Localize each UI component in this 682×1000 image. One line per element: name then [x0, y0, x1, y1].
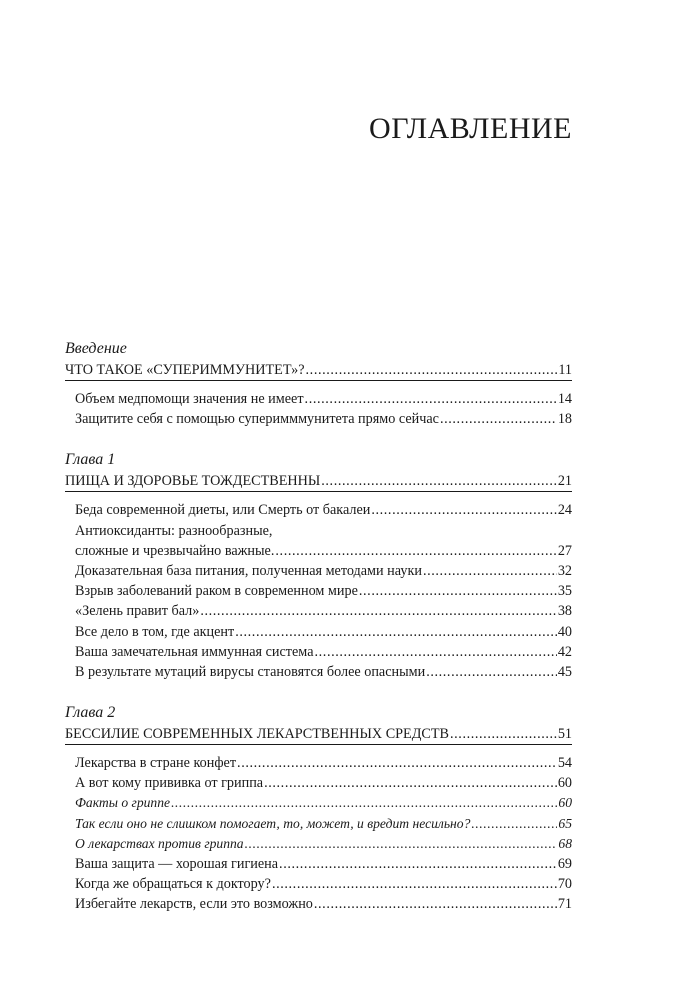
dot-leader [440, 409, 557, 429]
page-number: 14 [557, 391, 572, 407]
toc-entry[interactable] [65, 601, 572, 621]
dot-leader [423, 561, 557, 581]
dot-leader [237, 753, 557, 773]
chapter-title: ПИЩА И ЗДОРОВЬЕ ТОЖДЕСТВЕННЫ [65, 473, 321, 490]
entry-title: Доказательная база питания, полученная методами науки [75, 562, 422, 579]
entry-title: Беда современной диеты, или Смерть от бакалеи [75, 502, 371, 519]
toc-entry[interactable] [65, 854, 572, 874]
table-of-contents [65, 338, 572, 935]
page-number: 54 [557, 755, 572, 772]
toc-entry[interactable] [65, 662, 572, 682]
page-number: 69 [557, 856, 572, 872]
entry-title: «Зелень правит бал» [75, 603, 200, 620]
chapter-title-row[interactable] [65, 471, 572, 492]
entry-title: О лекарствах против гриппа [75, 835, 244, 851]
chapter-title: ЧТО ТАКОЕ «СУПЕРИММУНИТЕТ»? [65, 362, 305, 378]
toc-entry[interactable] [65, 561, 572, 581]
dot-leader [306, 360, 558, 380]
entry-title: Так если оно не слишком помогает, то, может, и вредит несильно? [75, 815, 471, 831]
page-number: 35 [557, 583, 572, 600]
chapter-title-row[interactable] [65, 360, 572, 381]
entry-title: Ваша замечательная иммунная система [75, 643, 314, 660]
dot-leader [171, 793, 557, 813]
page-number: 71 [557, 896, 572, 913]
page-number: 60 [557, 775, 572, 792]
toc-entry[interactable] [65, 793, 572, 813]
dot-leader [264, 773, 557, 793]
entry-title: В результате мутаций вирусы становятся более опасными [75, 663, 426, 680]
entry-title: Все дело в том, где акцент [75, 623, 235, 640]
toc-entry[interactable] [65, 581, 572, 601]
page-number: 42 [557, 643, 572, 660]
entry-title: Объем медпомощи значения не имеет [75, 391, 304, 407]
entry-title: сложные и чрезвычайно важные. [75, 542, 275, 559]
dot-leader [314, 894, 557, 914]
page-title: ОГЛАВЛЕНИЕ [369, 112, 572, 145]
entry-title: Ваша защита — хорошая гигиена [75, 856, 279, 872]
chapter-label: Глава 2 [65, 704, 116, 722]
toc-entry[interactable] [65, 500, 572, 520]
toc-entry[interactable] [65, 814, 572, 834]
toc-entry[interactable] [65, 642, 572, 662]
chapter-1 [65, 449, 572, 682]
toc-entry[interactable] [65, 389, 572, 409]
chapter-2 [65, 702, 572, 915]
chapter-label: Глава 1 [65, 451, 116, 469]
entry-title: Когда же обращаться к доктору? [75, 876, 271, 893]
page-number: 38 [557, 603, 572, 620]
dot-leader [275, 541, 556, 561]
entry-title: А вот кому прививка от гриппа [75, 775, 264, 792]
dot-leader [450, 724, 557, 744]
toc-entry[interactable] [65, 622, 572, 642]
toc-entry[interactable] [65, 894, 572, 914]
entry-title: Защитите себя с помощью суперимммунитета прямо сейчас [75, 411, 439, 428]
entry-title: Лекарства в стране конфет [75, 755, 237, 772]
page-number: 24 [557, 502, 572, 519]
toc-entry[interactable] [65, 541, 572, 561]
dot-leader [245, 834, 558, 854]
dot-leader [359, 581, 557, 601]
chapter-introduction [65, 338, 572, 429]
dot-leader [426, 662, 557, 682]
page-number: 32 [557, 562, 572, 579]
entry-title: Факты о гриппе [75, 795, 171, 811]
chapter-label: Введение [65, 340, 127, 357]
toc-entry[interactable] [65, 834, 572, 854]
chapter-title-row[interactable] [65, 724, 572, 745]
entry-title: Избегайте лекарств, если это возможно [75, 896, 313, 913]
page-number: 60 [558, 795, 572, 811]
toc-entry[interactable] [65, 521, 572, 541]
dot-leader [235, 622, 557, 642]
page-number: 27 [557, 542, 572, 559]
page-number: 18 [557, 411, 572, 428]
dot-leader [272, 874, 557, 894]
dot-leader [305, 389, 557, 409]
dot-leader [279, 854, 557, 874]
page-number: 70 [557, 876, 572, 893]
dot-leader [200, 601, 556, 621]
dot-leader [371, 500, 556, 520]
toc-entry[interactable] [65, 409, 572, 429]
page-number: 65 [558, 815, 572, 831]
toc-entry[interactable] [65, 753, 572, 773]
dot-leader [315, 642, 557, 662]
page-number: 11 [558, 362, 572, 378]
toc-entry[interactable] [65, 773, 572, 793]
page-number: 51 [557, 726, 572, 743]
entry-title: Антиоксиданты: разнообразные, [75, 522, 273, 539]
toc-entry[interactable] [65, 874, 572, 894]
page-number: 40 [557, 623, 572, 640]
page-number: 68 [558, 835, 572, 851]
dot-leader [321, 471, 557, 491]
page-number: 45 [557, 663, 572, 680]
chapter-title: БЕССИЛИЕ СОВРЕМЕННЫХ ЛЕКАРСТВЕННЫХ СРЕДСТВ [65, 726, 449, 743]
page-number: 21 [557, 473, 572, 490]
dot-leader [471, 814, 557, 834]
entry-title: Взрыв заболеваний раком в современном мире [75, 583, 358, 600]
